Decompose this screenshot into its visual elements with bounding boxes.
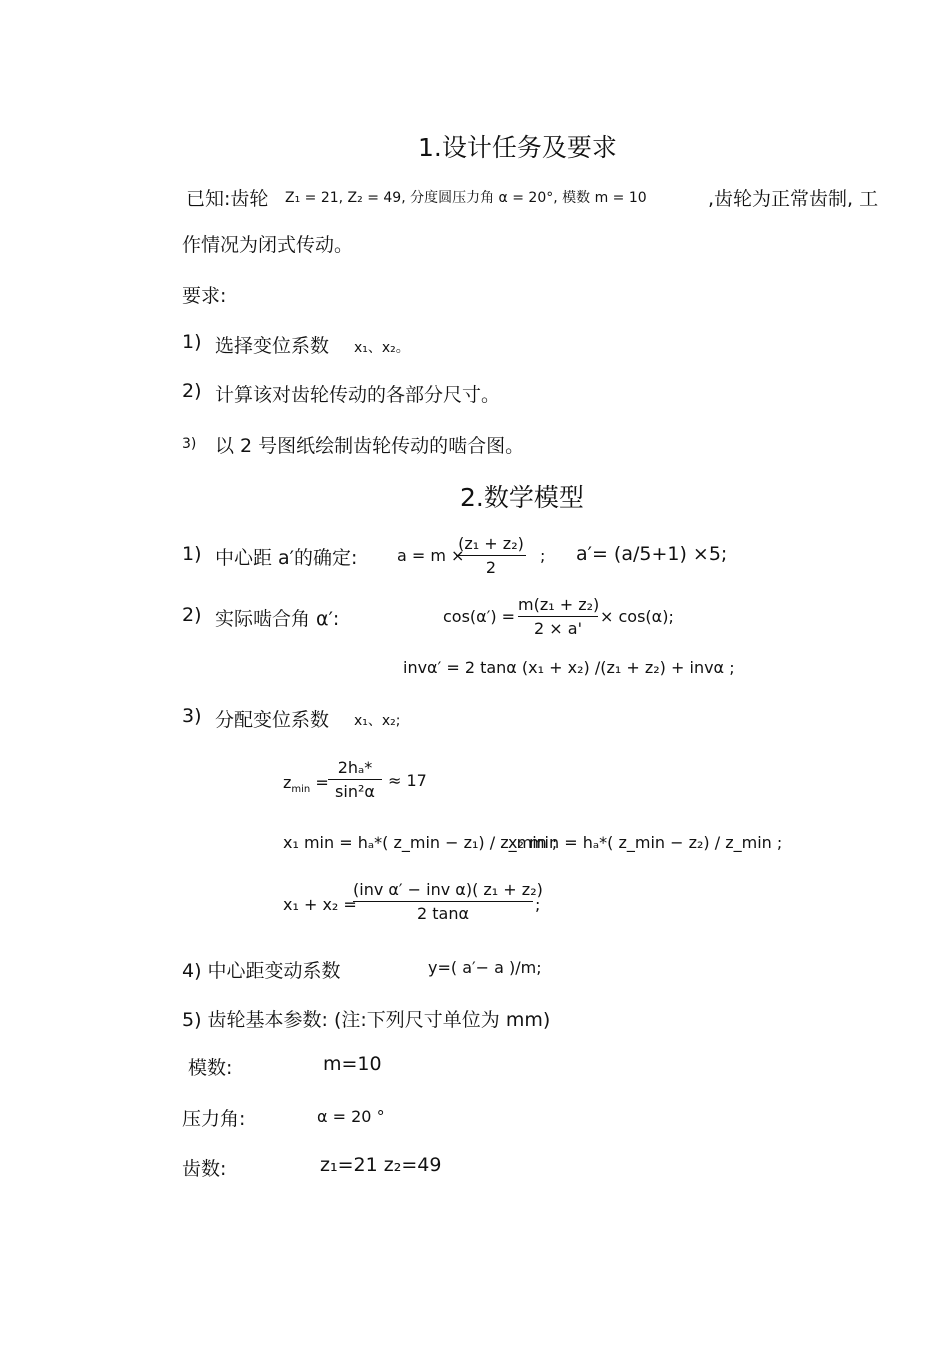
item1-num: 1) [182, 543, 202, 565]
param-pressure-angle-value: α = 20 ° [317, 1107, 385, 1126]
req-item-1-text: 选择变位系数 [215, 335, 330, 357]
fraction-bar [518, 616, 598, 617]
fraction-bar [353, 901, 533, 902]
known-line2: 作情况为闭式传动。 [182, 234, 354, 256]
x2min-formula: x₂ min = hₐ*( z_min − z₂) / z_min ; [508, 833, 783, 852]
item3-label: 分配变位系数 [215, 709, 330, 731]
sum-numerator: (inv α′ − inv α)( z₁ + z₂) [353, 880, 543, 899]
zmin-rhs: ≈ 17 [388, 771, 427, 790]
section1-title: 1.设计任务及要求 [418, 133, 617, 162]
item1-fraction [456, 534, 526, 577]
sum-fraction [353, 880, 543, 923]
req-item-1-num: 1) [182, 331, 202, 353]
param-pressure-angle-label: 压力角: [182, 1108, 246, 1130]
item1-numerator: (z₁ + z₂) [458, 534, 524, 553]
item1-lhs: a = m × [397, 546, 465, 565]
req-item-3-text: 以 2 号图纸绘制齿轮传动的啮合图。 [215, 435, 525, 457]
item2-rhs: × cos(α); [600, 607, 674, 626]
item2-numerator: m(z₁ + z₂) [518, 595, 600, 614]
fraction-bar [328, 779, 382, 780]
param-module-value: m=10 [323, 1053, 382, 1075]
item3-math: x₁、x₂; [354, 713, 401, 729]
item2-fraction [518, 595, 598, 638]
known-lead: 已知:齿轮 [186, 188, 269, 210]
item2-lhs: cos(α′) = [443, 607, 516, 626]
requirements-label: 要求: [182, 285, 227, 307]
param-module-label: 模数: [188, 1057, 233, 1079]
item2-num: 2) [182, 604, 202, 626]
zmin-denominator: sin²α [335, 782, 375, 801]
param-teeth-label: 齿数: [182, 1158, 227, 1180]
req-item-1-math: x₁、x₂。 [354, 340, 410, 356]
item2-label: 实际啮合角 α′: [215, 608, 340, 630]
item1-denominator: 2 [485, 558, 497, 577]
item4-label: 4) 中心距变动系数 [182, 960, 341, 982]
known-formula: Z₁ = 21, Z₂ = 49, 分度圆压力角 α = 20°, 模数 m = 10 [285, 190, 647, 206]
item4-formula: y=( a′− a )/m; [428, 958, 542, 977]
item3-num: 3) [182, 705, 202, 727]
req-item-2-text: 计算该对齿轮传动的各部分尺寸。 [215, 384, 501, 406]
item5-label: 5) 齿轮基本参数: (注:下列尺寸单位为 mm) [182, 1009, 551, 1031]
item2-denominator: 2 × a' [534, 619, 582, 638]
req-item-2-num: 2) [182, 380, 202, 402]
item1-rhs: a′= (a/5+1) ×5; [576, 543, 728, 565]
zmin-fraction [328, 758, 382, 801]
item1-separator: ; [540, 546, 546, 565]
param-teeth-value: z₁=21 z₂=49 [320, 1154, 442, 1176]
sum-lhs: x₁ + x₂ = [283, 895, 357, 914]
zmin-numerator: 2hₐ* [337, 758, 373, 777]
item2-inv-line: invα′ = 2 tanα (x₁ + x₂) /(z₁ + z₂) + invα ; [403, 658, 735, 677]
known-tail: ,齿轮为正常齿制, 工 [708, 188, 879, 210]
sum-denominator: 2 tanα [416, 904, 470, 923]
section2-title: 2.数学模型 [460, 483, 584, 512]
fraction-bar [456, 555, 526, 556]
req-item-3-num: 3) [182, 436, 197, 452]
item1-label: 中心距 a′的确定: [215, 547, 358, 569]
x1min-formula: x₁ min = hₐ*( z_min − z₁) / z_min ; [283, 833, 558, 852]
zmin-lhs: $z_{min}$ = [283, 773, 329, 796]
sum-tail: ; [535, 895, 541, 914]
